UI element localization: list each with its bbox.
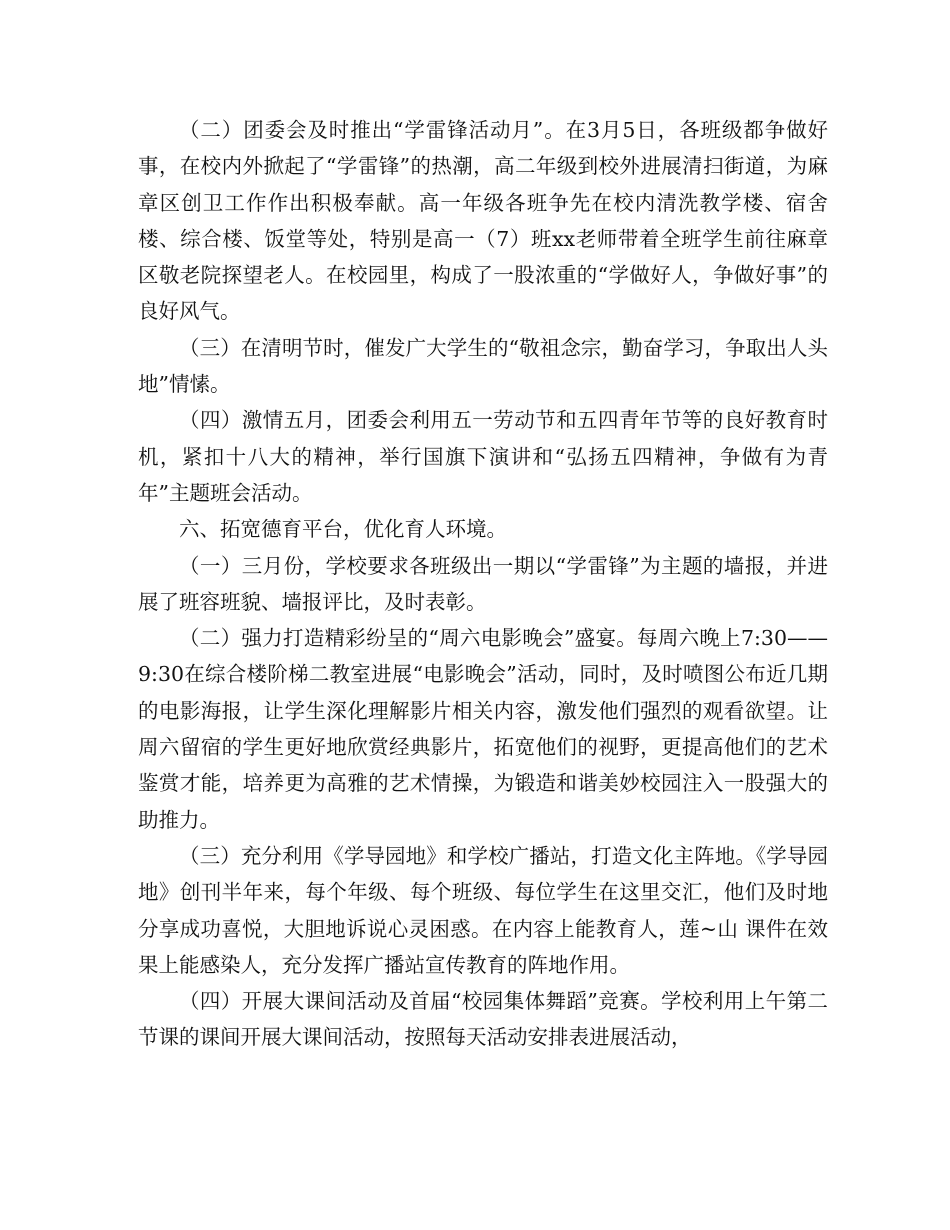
paragraph-qingming-festival: （三）在清明节时，催发广大学生的“敬祖念宗，勤奋学习，争取出人头地”情愫。 (138, 335, 828, 397)
paragraph-may-activities: （四）激情五月，团委会利用五一劳动节和五四青年节等的良好教育时机，紧扣十八大的精神，举行国旗下演讲和“弘扬五四精神，争做有为青年”主题班会活动。 (138, 408, 828, 505)
paragraph-xuedao-garden-broadcast: （三）充分利用《学导园地》和学校广播站，打造文化主阵地。《学导园地》创刊半年来，每个年级、每个班级、每位学生在这里交汇，他们及时地分享成功喜悦，大胆地诉说心灵困惑。在内容上能教育人，莲~山 课件在效果上能感染人，充分发挥广播站宣传教育的阵地作用。 (138, 843, 828, 977)
paragraph-big-break-activities: （四）开展大课间活动及首届“校园集体舞蹈”竞赛。学校利用上午第二节课的课间开展大课间活动，按照每天活动安排表进展活动， (138, 989, 828, 1050)
section-heading-six: 六、拓宽德育平台，优化育人环境。 (179, 517, 507, 542)
paragraph-saturday-movie-night: （二）强力打造精彩纷呈的“周六电影晚会”盛宴。每周六晚上7:30——9:30在综合楼阶梯二教室进展“电影晚会”活动，同时，及时喷图公布近几期的电影海报，让学生深化理解影片相关内容，激发他们强烈的观看欲望。让周六留宿的学生更好地欣赏经典影片，拓宽他们的视野，更提高他们的艺术鉴赏才能，培养更为高雅的艺术情操，为锻造和谐美妙校园注入一股强大的助推力。 (138, 626, 828, 832)
paragraph-march-wall-newspaper: （一）三月份，学校要求各班级出一期以“学雷锋”为主题的墙报，并进展了班容班貌、墙报评比，及时表彰。 (138, 553, 828, 614)
paragraph-youth-league-lei-feng-month: （二）团委会及时推出“学雷锋活动月”。在3月5日，各班级都争做好事，在校内外掀起了“学雷锋”的热潮，高二年级到校外进展清扫街道，为麻章区创卫工作作出积极奉献。高一年级各班争先在校内清洗教学楼、宿舍楼、综合楼、饭堂等处，特别是高一（7）班xx老师带着全班学生前往麻章区敬老院探望老人。在校园里，构成了一股浓重的“学做好人，争做好事”的良好风气。 (138, 118, 828, 324)
document-body (138, 112, 828, 1056)
